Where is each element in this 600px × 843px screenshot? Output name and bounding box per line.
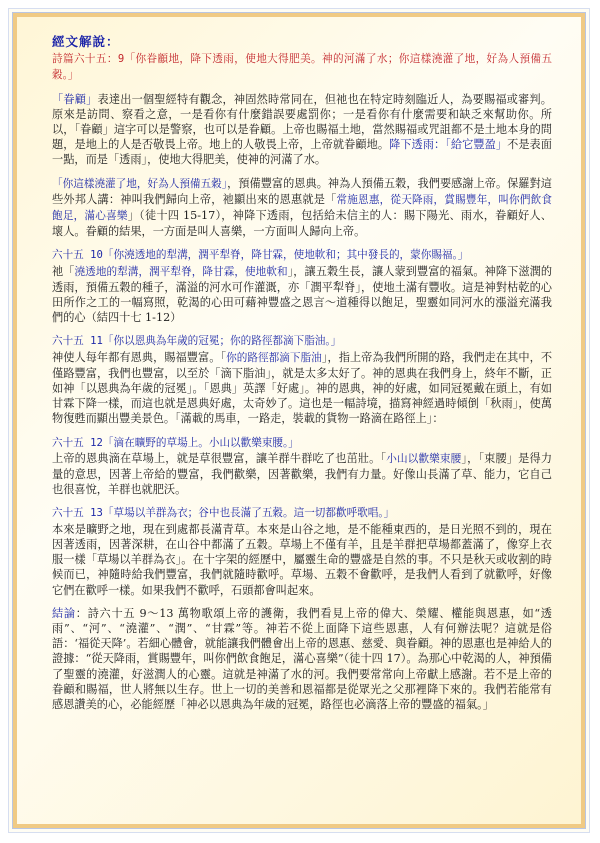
paragraph-6: 六十五 13「草場以羊群為衣；谷中也長滿了五穀。這一切都歡呼歌唱。」 本來是曠野之地，現在到處都長滿青草。本來是山谷之地，是不能種東西的，是日光照不到的，現在因著透雨，因著深耕，在山谷中都滿了五穀。草場上不僅有羊，且是羊群把草場都蓋滿了，像穿上衣服一樣「草場以羊群為衣」。在十字架的經歷中，屬靈生命的豐盛是自然的事。不只是秋天或收割的時候而已，神隨時給我們豐富，我們就隨時歡呼。草場、五穀不會歡呼，是我們人看到了就歡呼，好像它們在歡呼一樣。如果我們不歡呼，石頭都會叫起來。 bbox=[52, 507, 552, 597]
commentary-content bbox=[52, 34, 552, 720]
conclusion-label: 結論 bbox=[52, 606, 76, 620]
paragraph-5: 六十五 12「滴在曠野的草場上。小山以歡樂束腰。」 上帝的恩典滴在草場上，就是草很豐富，讓羊群牛群吃了也茁壯。「小山以歡樂束腰」，「束腰」是得力量的意思，因著上帝給的豐富，我們歡樂，因著歡樂，我們有力量。好像山長滿了草、能力，它自己也很喜悅，羊群也就肥沃。 bbox=[52, 436, 553, 497]
intro-verse bbox=[52, 51, 552, 83]
paragraph-4: 六十五 11「你以恩典為年歲的冠冕；你的路徑都滴下脂油。」 神使人每年都有恩典，賜福豐富。「你的路徑都滴下脂油」，指上帝為我們所開的路，我們走在其中，不僅路豐富，我們也豐富，以至於「滴下脂油」，就是太多太好了。神的恩典在我們身上，終年不斷，正如神「以恩典為年歲的冠冕」。「恩典」英譯「好處」。神的恩典，神的好處，如同冠冕戴在頭上，有如甘霖下降一樣，而這也就是恩典好處，太奇妙了。這也是一幅詩境，描寫神經過時傾倒「秋雨」，使萬物復甦而顯出豐美景色。「滿載的馬車，一路走，裝載的貨物一路滴在路徑上」： bbox=[52, 335, 553, 426]
paragraph-1: 「眷顧」表達出一個聖經特有觀念，神固然時常同在，但祂也在特定時刻臨近人，為要賜福或審判。原來是訪問、察看之意，一是看你有什麼錯誤要處罰你；一是看你有什麼需要和缺乏來幫助你。所以，「眷顧」這字可以是警察，也可以是眷顧。上帝也賜福土地，當然賜福或咒詛都不是土地本身的問題，是地上的人是否敬畏上帝。地上的人敬畏上帝，上帝就眷顧地。降下透雨：「給它豐盈」不是表面一點，而是「透雨」，使地大得肥美，使神的河滿了水。 bbox=[52, 92, 552, 167]
conclusion: 結論：詩六十五 9～13 萬物歌頌上帝的護衛，我們看見上帝的偉大、榮耀、權能與恩惠，如“透雨”、“河”、“澆灌”、“潤”、“甘霖”等。神若不從上面降下這些恩惠，人有何辦法呢？這就是俗語：‘福從天降’。若細心體會，就能讓我們體會出上帝的恩惠、慈愛、與眷顧。神的恩惠也是神給人的證據：“從天降雨，賞賜豐年，叫你們飲食飽足，滿心喜樂”（徒十四 17）。為那心中乾渴的人，神預備了聖靈的澆灌，好滋潤人的心靈。這就是神滿了水的河。我們要常常向上帝獻上感謝。若不是上帝的眷顧和賜福，世人將無以生存。世上一切的美善和恩福都是從眾光之父那裡降下來的。我們若能常有感恩讚美的心，必能經歷「神必以恩典為年歲的冠冕，路徑也必滴落上帝的豐盛的福氣。」 bbox=[52, 606, 552, 711]
paragraph-2: 「你這樣澆灌了地，好為人預備五穀」，預備豐富的恩典。神為人預備五穀，我們要感謝上帝。保羅對這些外邦人講：神叫我們歸向上帝，祂顯出來的恩惠就是「常施恩惠，從天降雨，賞賜豐年，叫你們飲食飽足，滿心喜樂」（徒十四 15-17），神降下透雨，包括給未信主的人：賜下陽光、雨水，眷顧好人、壞人。眷顧的結果，一方面是叫人喜樂，一方面叫人歸向上帝。 bbox=[52, 176, 552, 239]
paragraph-3: 六十五 10「你澆透地的犁溝，潤平犁脊，降甘霖，使地軟和；其中發長的，蒙你賜福。」 祂「澆透地的犁溝，潤平犁脊，降甘霖，使地軟和」，讓五穀生長，讓人蒙到豐富的福氣。神降下滋潤的透雨，預備五穀的種子，滿溢的河水可作灌溉，亦「潤平犁脊」，使地土滿有豐收。這是神對枯乾的心田所作之工的一幅寫照，乾渴的心田可藉神豐盛之恩言～道種得以飽足，聖靈如同河水的漲溢充滿我們的心（結四十七 1-12） bbox=[52, 249, 553, 325]
section-heading: 經文解說： bbox=[52, 34, 120, 49]
intro-ref: 詩篇六十五：9 bbox=[52, 53, 125, 66]
intro-text: 「你眷顧地，降下透雨，使地大得肥美。神的河滿了水；你這樣澆灌了地，好為人預備五穀。」 bbox=[52, 53, 552, 82]
